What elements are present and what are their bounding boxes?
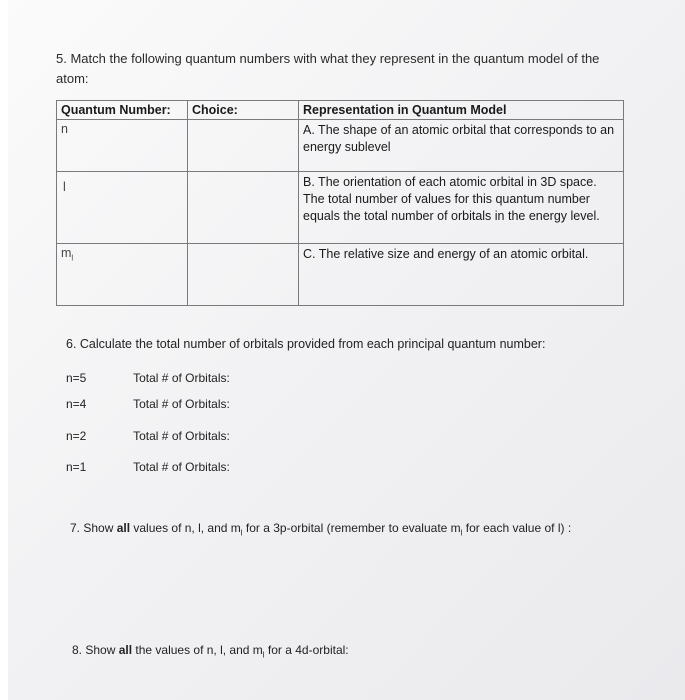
q8-subscript: l	[262, 650, 265, 660]
q7-subscript: l	[460, 528, 463, 538]
quantum-number-subscript: l	[71, 253, 74, 263]
table-row	[57, 244, 624, 306]
page-margin	[0, 0, 8, 700]
question-7-prompt	[70, 521, 571, 537]
header-quantum-number: Quantum Number:	[57, 101, 188, 120]
orbital-total-label: Total # of Orbitals:	[133, 371, 230, 385]
question-5-prompt: 5. Match the following quantum numbers with what they represent in the quantum model of the atom:	[56, 51, 600, 86]
q7-subscript: l	[240, 528, 243, 538]
table-row	[57, 120, 624, 172]
q8-text: for a 4d-orbital:	[264, 643, 349, 657]
choice-cell[interactable]	[188, 172, 299, 244]
representation-cell: C. The relative size and energy of an atomic orbital.	[299, 244, 624, 306]
orbital-row	[66, 397, 230, 411]
orbital-total-label: Total # of Orbitals:	[133, 397, 230, 411]
q7-text: 7. Show	[70, 521, 117, 535]
quantum-number-n: n	[61, 122, 68, 136]
representation-cell: A. The shape of an atomic orbital that corresponds to an energy sublevel	[299, 120, 624, 172]
principal-number: n=1	[66, 460, 87, 474]
orbital-row	[66, 371, 230, 385]
quantum-number-cell	[57, 244, 188, 306]
q8-emphasis: all	[118, 643, 133, 657]
principal-number: n=5	[66, 371, 87, 385]
choice-cell[interactable]	[188, 120, 299, 172]
choice-cell[interactable]	[188, 244, 299, 306]
orbital-row	[66, 429, 230, 443]
table-header-row	[57, 101, 624, 120]
header-choice: Choice:	[188, 101, 299, 120]
orbital-total-label: Total # of Orbitals:	[133, 429, 230, 443]
quantum-number-table	[56, 100, 624, 306]
q7-text: for a 3p-orbital (remember to evaluate m	[242, 521, 461, 535]
quantum-number-m: m	[61, 246, 72, 260]
orbital-total-label: Total # of Orbitals:	[133, 460, 230, 474]
q7-emphasis: all	[116, 521, 131, 535]
table-row	[57, 172, 624, 244]
orbital-row	[66, 460, 230, 474]
quantum-number-l: l	[63, 180, 66, 194]
q7-text: values of n, l, and m	[130, 521, 241, 535]
principal-number: n=4	[66, 397, 87, 411]
q8-text: the values of n, l, and m	[132, 643, 263, 657]
q7-text: for each value of l) :	[462, 521, 572, 535]
question-6-prompt: 6. Calculate the total number of orbitals provided from each principal quantum number:	[66, 337, 546, 351]
quantum-number-cell	[57, 120, 188, 172]
representation-cell: B. The orientation of each atomic orbital in 3D space. The total number of values for this quantum number equals the total number of orbitals in the energy level.	[299, 172, 624, 244]
header-representation: Representation in Quantum Model	[299, 101, 624, 120]
quantum-number-ml	[61, 246, 74, 263]
q8-text: 8. Show	[72, 643, 119, 657]
principal-number: n=2	[66, 429, 87, 443]
question-8-prompt	[72, 643, 349, 659]
quantum-number-cell	[57, 172, 188, 244]
